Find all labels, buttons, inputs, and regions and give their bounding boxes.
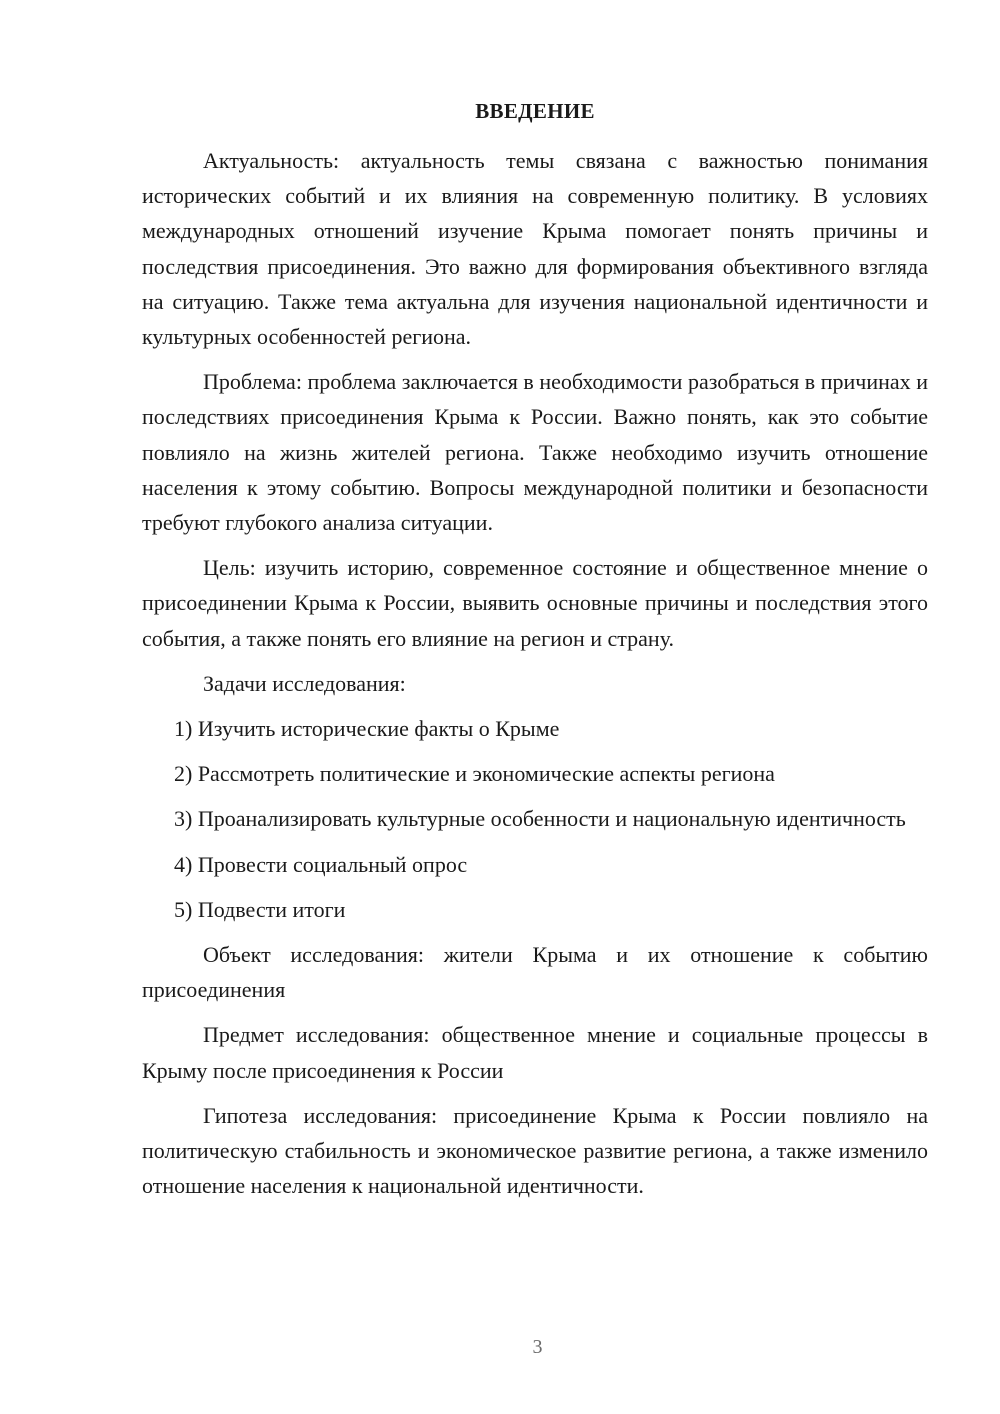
section-title: ВВЕДЕНИЕ — [475, 99, 595, 123]
page-number: 3 — [532, 1336, 543, 1358]
paragraph-relevance: Актуальность: актуальность темы связана с важностью понимания исторических событий и их влияния на современную политику. В условиях международных отношений изучение Крыма помогает понять причины и последствия присоединения. Это важно для формирования объективного взгляда на ситуацию. Также тема актуальна для изучения национальной идентичности и культурных особенностей региона. — [142, 148, 928, 350]
tasks-list — [142, 711, 928, 927]
paragraph-subject: Предмет исследования: общественное мнение и социальные процессы в Крыму после присоединения к России — [142, 1022, 928, 1083]
task-item-3: 3) Проанализировать культурные особенности и национальную идентичность — [174, 806, 906, 832]
task-item-2: 2) Рассмотреть политические и экономические аспекты региона — [174, 761, 775, 787]
tasks-heading: Задачи исследования: — [203, 670, 406, 696]
task-item-5: 5) Подвести итоги — [174, 896, 346, 922]
paragraph-problem: Проблема: проблема заключается в необходимости разобраться в причинах и последствиях присоединения Крыма к России. Важно понять, как это событие повлияло на жизнь жителей региона. Также необходимо изучить отношение населения к этому событию. Вопросы международной политики и безопасности требуют глубокого анализа ситуации. — [142, 369, 928, 536]
paragraph-goal: Цель: изучить историю, современное состояние и общественное мнение о присоединении Крыма к России, выявить основные причины и последствия этого события, а также понять его влияние на регион и страну. — [142, 555, 928, 651]
task-item-1: 1) Изучить исторические факты о Крыме — [174, 716, 560, 742]
document-body — [142, 143, 928, 1213]
task-item-4: 4) Провести социальный опрос — [174, 851, 468, 877]
paragraph-hypothesis: Гипотеза исследования: присоединение Крыма к России повлияло на политическую стабильность и экономическое развитие региона, а также изменило отношение населения к национальной идентичности. — [142, 1102, 928, 1199]
paragraph-object: Объект исследования: жители Крыма и их отношение к событию присоединения — [142, 942, 928, 1003]
